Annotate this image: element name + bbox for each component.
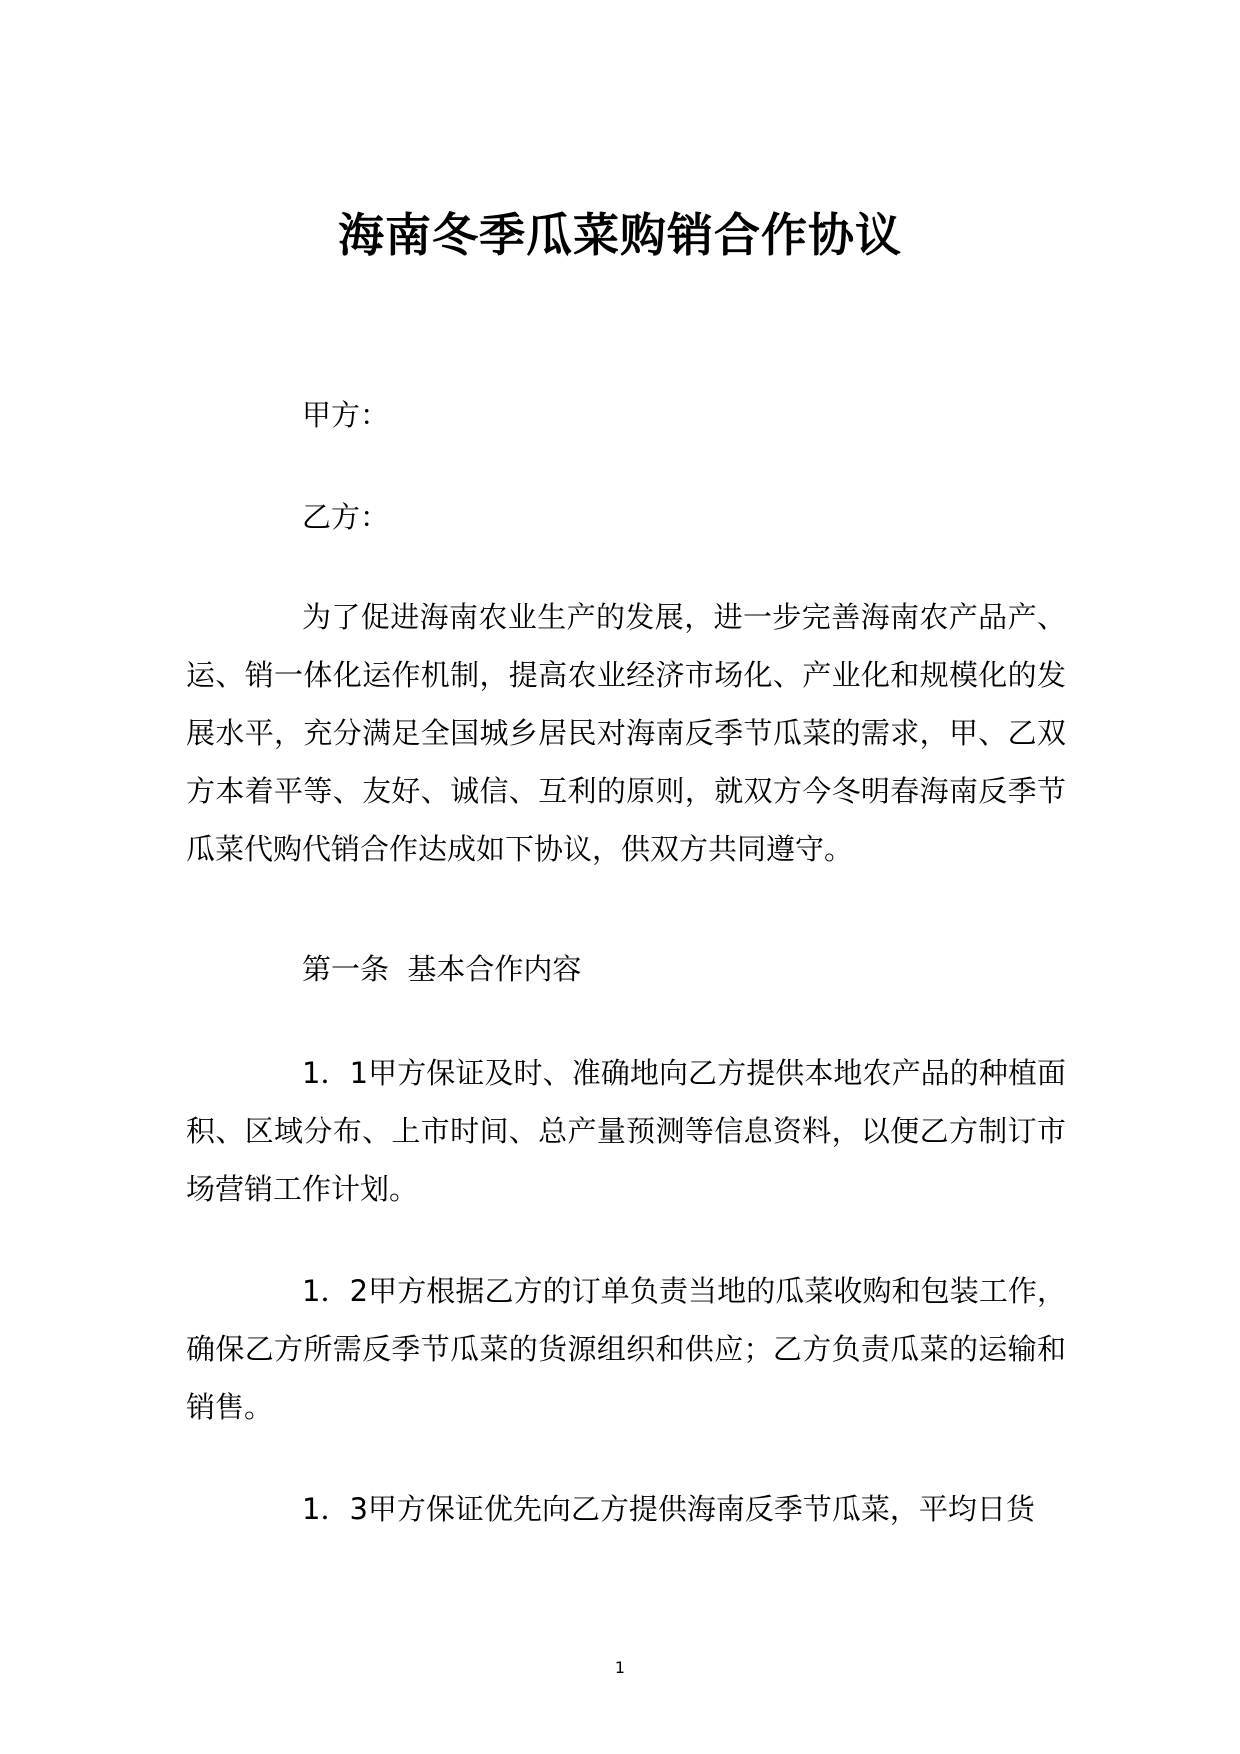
clause-1-2: 1．2甲方根据乙方的订单负责当地的瓜菜收购和包装工作，确保乙方所需反季节瓜菜的货源组织和供应；乙方负责瓜菜的运输和销售。 xyxy=(186,1274,1066,1424)
page-number: 1 xyxy=(614,1658,626,1677)
clause-1-3: 1．3甲方保证优先向乙方提供海南反季节瓜菜，平均日货 xyxy=(302,1492,1035,1526)
intro-paragraph: 为了促进海南农业生产的发展，进一步完善海南农产品产、运、销一体化运作机制，提高农业经济市场化、产业化和规模化的发展水平，充分满足全国城乡居民对海南反季节瓜菜的需求，甲、乙双方本着平等、友好、诚信、互利的原则，就双方今冬明春海南反季节瓜菜代购代销合作达成如下协议，供双方共同遵守。 xyxy=(186,600,1066,866)
clause-1-1: 1．1甲方保证及时、准确地向乙方提供本地农产品的种植面积、区域分布、上市时间、总产量预测等信息资料，以便乙方制订市场营销工作计划。 xyxy=(186,1056,1066,1206)
party-a-line: 甲方： xyxy=(302,398,390,432)
article-1-heading: 第一条 基本合作内容 xyxy=(302,952,582,986)
document-title: 海南冬季瓜菜购销合作协议 xyxy=(338,208,902,262)
party-b-line: 乙方： xyxy=(302,500,390,534)
